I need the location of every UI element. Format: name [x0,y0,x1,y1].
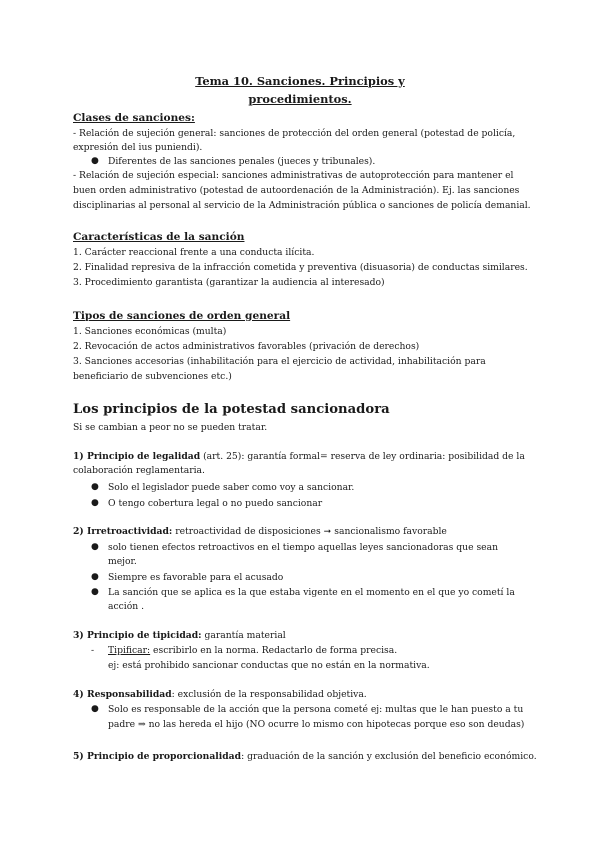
p3-dash-line [108,644,397,657]
bullet-icon: ● [91,156,99,166]
tipos-item1: 1. Sanciones económicas (multa) [73,326,227,337]
p1-bullet2: O tengo cobertura legal o no puedo sancionar [108,498,323,509]
principios-heading: Los principios de la potestad sancionadora [73,402,390,417]
p3-line [73,629,286,642]
clases-heading: Clases de sanciones: [73,112,195,124]
p3-dash-text: escribirlo en la norma. Redactarlo de forma precisa. [150,645,398,656]
caracteristicas-item2: 2. Finalidad represiva de la infracción cometida y preventiva (disuasoria) de conductas similares. [73,262,528,273]
p2-line [73,525,447,538]
bullet-icon: ● [91,498,99,508]
clases-general-line2: expresión del ius puniendi). [73,142,203,153]
p4-label: 4) Responsabilidad [73,689,172,700]
caracteristicas-item3: 3. Procedimiento garantista (garantizar la audiencia al interesado) [73,277,385,288]
bullet-icon: ● [91,572,99,582]
p1-ref: (art. 25) [200,451,242,462]
document-title-line1: Tema 10. Sanciones. Principios y [195,74,405,88]
bullet-icon: ● [91,587,99,597]
p1-line1 [73,450,525,463]
bullet-icon: ● [91,482,99,492]
p3-text: garantía material [201,630,286,641]
p4-line [73,688,367,701]
tipos-item3-line1: 3. Sanciones accesorias (inhabilitación para el ejercicio de actividad, inhabilitación para [73,356,486,367]
p1-text-line1: : garantía formal= reserva de ley ordinaria: posibilidad de la [241,451,525,462]
tipos-item2: 2. Revocación de actos administrativos favorables (privación de derechos) [73,341,420,352]
p5-line [73,750,537,763]
clases-especial-line1: - Relación de sujeción especial: sanciones administrativas de autoprotección para mantener el [73,170,514,181]
tipos-heading: Tipos de sanciones de orden general [73,310,291,322]
p2-bullet3-line2: acción . [108,601,144,612]
p4-bullet1-line1: Solo es responsable de la acción que la persona cometé ej: multas que le han puesto a tu [108,704,524,715]
bullet-icon: ● [91,542,99,552]
clases-general-line1: - Relación de sujeción general: sanciones de protección del orden general (potestad de policía, [73,128,516,139]
p4-text: : exclusión de la responsabilidad objetiva. [171,689,367,700]
clases-especial-line3: disciplinarias al personal al servicio de la Administración pública o sanciones de policía demanial. [73,200,531,211]
caracteristicas-heading: Características de la sanción [73,231,245,243]
p2-label: 2) Irretroactividad: [73,526,173,537]
p2-bullet3-line1: La sanción que se aplica es la que estaba vigente en el momento en el que yo cometí la [108,587,515,598]
principios-intro: Si se cambian a peor no se pueden tratar. [73,422,268,433]
caracteristicas-item1: 1. Carácter reaccional frente a una conducta ilícita. [73,247,315,258]
p3-example: ej: está prohibido sancionar conductas que no están en la normativa. [108,660,430,671]
p2-bullet1-line1: solo tienen efectos retroactivos en el tiempo aquellas leyes sancionadoras que sean [108,542,498,553]
p3-dash-term: Tipificar: [108,645,151,656]
p4-bullet1-line2: padre ⇒ no las hereda el hijo (NO ocurre lo mismo con hipotecas porque eso son deudas) [108,719,525,730]
tipos-item3-line2: beneficiario de subvenciones etc.) [73,371,232,382]
p2-bullet1-line2: mejor. [108,556,137,567]
p1-label: 1) Principio de legalidad [73,451,201,462]
clases-especial-line2: buen orden administrativo (potestad de autoordenación de la Administración). Ej. las sanciones [73,185,520,196]
p1-text-line2: colaboración reglamentaria. [73,465,205,476]
p2-text: retroactividad de disposiciones ➞ sancionalismo favorable [172,526,447,537]
dash-icon: - [91,645,95,656]
bullet-icon: ● [91,704,99,714]
p3-label: 3) Principio de tipicidad: [73,630,202,641]
p5-label: 5) Principio de proporcionalidad [73,751,242,762]
p1-bullet1: Solo el legislador puede saber como voy a sancionar. [108,482,355,493]
p2-bullet2: Siempre es favorable para el acusado [108,572,284,583]
clases-bullet1: Diferentes de las sanciones penales (jueces y tribunales). [108,156,376,167]
p5-text: : graduación de la sanción y exclusión del beneficio económico. [241,751,537,762]
document-title-line2: procedimientos. [248,92,352,106]
